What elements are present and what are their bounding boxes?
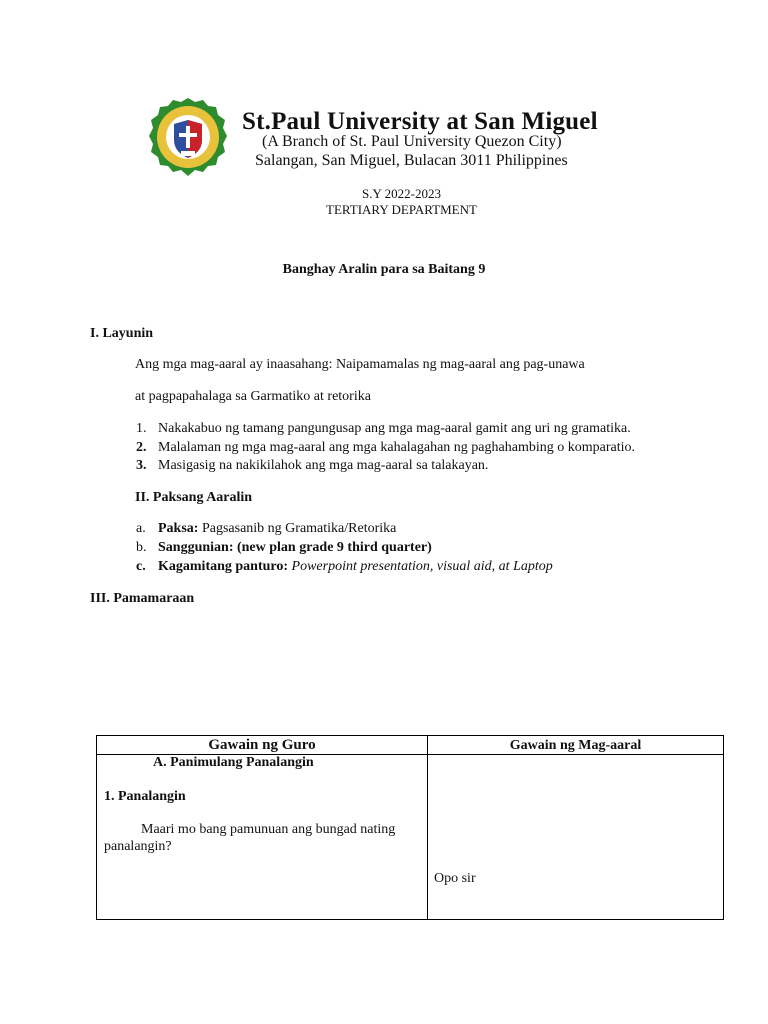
student-activity-cell bbox=[428, 755, 724, 920]
topic-letter: b. bbox=[136, 540, 147, 555]
university-name: St.Paul University at San Miguel bbox=[242, 108, 598, 135]
objective-number: 3. bbox=[136, 458, 147, 473]
objective-number: 2. bbox=[136, 440, 147, 455]
document-title: Banghay Aralin para sa Baitang 9 bbox=[282, 262, 486, 277]
intro-line-1: Ang mga mag-aaral ay inaasahang: Naipamamalas ng mag-aaral ang pag-unawa bbox=[135, 357, 585, 372]
topic-label: Paksa: bbox=[158, 521, 199, 536]
seal-icon bbox=[149, 98, 227, 176]
part-a-heading: A. Panimulang Panalangin bbox=[153, 755, 314, 770]
topic-item-sanggunian bbox=[158, 540, 432, 556]
section-heading-paksang-aaralin: II. Paksang Aaralin bbox=[135, 490, 253, 505]
table-header-row bbox=[97, 736, 724, 755]
topic-label: Sanggunian: (new plan grade 9 third quarter) bbox=[158, 540, 432, 555]
topic-item-kagamitan bbox=[158, 559, 553, 575]
university-address: Salangan, San Miguel, Bulacan 3011 Philippines bbox=[255, 152, 568, 169]
objective-item: Nakakabuo ng tamang pangungusap ang mga mag-aaral gamit ang uri ng gramatika. bbox=[158, 421, 631, 436]
topic-value: Powerpoint presentation, visual aid, at Laptop bbox=[291, 559, 553, 574]
university-branch: (A Branch of St. Paul University Quezon City) bbox=[262, 133, 562, 150]
table-row bbox=[97, 755, 724, 920]
intro-line-2: at pagpapahalaga sa Garmatiko at retorika bbox=[135, 389, 371, 404]
department: TERTIARY DEPARTMENT bbox=[326, 202, 477, 217]
university-seal bbox=[148, 96, 228, 180]
objective-item: Masigasig na nakikilahok ang mga mag-aaral sa talakayan. bbox=[158, 458, 489, 473]
teacher-prompt: Maari mo bang pamunuan ang bungad nating panalangin? bbox=[104, 822, 396, 854]
section-heading-pamamaraan: III. Pamamaraan bbox=[90, 591, 195, 606]
student-reply: Opo sir bbox=[434, 871, 476, 886]
section-heading-layunin: I. Layunin bbox=[90, 326, 154, 341]
step-panalangin: 1. Panalangin bbox=[104, 789, 186, 804]
topic-value: Pagsasanib ng Gramatika/Retorika bbox=[201, 521, 397, 536]
column-header-student: Gawain ng Mag-aaral bbox=[428, 736, 724, 755]
objective-number: 1. bbox=[136, 421, 147, 436]
lesson-plan-table bbox=[96, 735, 724, 920]
objective-item: Malalaman ng mga mag-aaral ang mga kahalagahan ng paghahambing o komparatio. bbox=[158, 440, 635, 455]
school-year: S.Y 2022-2023 bbox=[362, 186, 441, 201]
topic-label: Kagamitang panturo: bbox=[158, 559, 289, 574]
topic-item-paksa bbox=[158, 521, 396, 537]
topic-letter: c. bbox=[136, 559, 146, 574]
column-header-teacher: Gawain ng Guro bbox=[97, 736, 428, 755]
topic-letter: a. bbox=[136, 521, 146, 536]
teacher-activity-cell bbox=[97, 755, 428, 920]
